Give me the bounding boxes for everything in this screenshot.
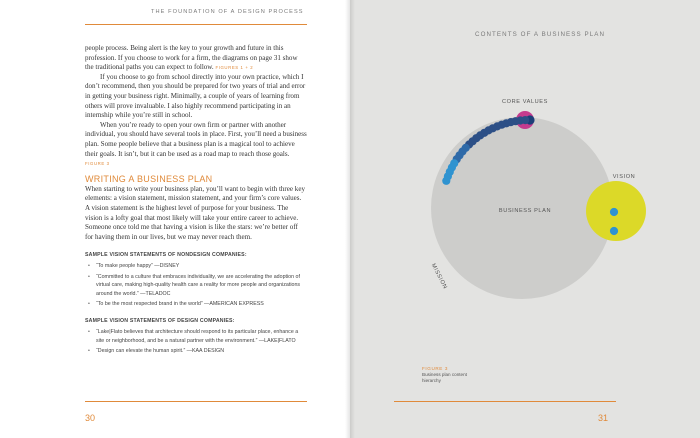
nondesign-quote-teladoc: • “Committed to a culture that embraces individuality, we are accelerating the adoption of virtual care, making high-quality health care a reality for more people and organizations around the world.” —TELADOC bbox=[85, 273, 307, 298]
section-heading: WRITING A BUSINESS PLAN bbox=[85, 173, 213, 184]
figures-1-2-ref: FIGURES 1 + 2 bbox=[215, 65, 254, 71]
book-gutter bbox=[345, 0, 355, 438]
business-plan-label: BUSINESS PLAN bbox=[498, 208, 552, 214]
core-values-label: CORE VALUES bbox=[502, 99, 548, 105]
paragraph-1-text: people process. Being alert is the key to your growth and future in this profession. If you choose to work for a firm, the diagrams on page 31 show the traditional paths you can expect to follow. bbox=[85, 44, 298, 72]
design-heading: SAMPLE VISION STATEMENTS OF DESIGN COMPANIES: bbox=[85, 318, 235, 325]
figure-3-ref: FIGURE 3 bbox=[85, 161, 110, 167]
right-page-number: 31 bbox=[598, 413, 609, 423]
vision-dot bbox=[610, 227, 618, 235]
figure-label: FIGURE 3 bbox=[422, 366, 448, 371]
paragraph-4: When starting to write your business plan, you’ll want to begin with three key elements: a vision statement, mission statement, and your firm’s core values. A vision statement is the highest level of purpose for your business. The vision is a lofty goal that most likely will take your entire career to achieve. Someone once told me that having a vision is like the stars: we’re better off for having them in our lives, but we may never reach them. bbox=[85, 184, 305, 241]
design-quote-kaa: • “Design can elevate the human spirit.” —KAA DESIGN bbox=[85, 347, 307, 355]
nondesign-quote-amex: • “To be the most respected brand in the world” —AMERICAN EXPRESS bbox=[85, 300, 307, 308]
nondesign-heading: SAMPLE VISION STATEMENTS OF NONDESIGN COMPANIES: bbox=[85, 252, 247, 259]
right-page bbox=[350, 0, 700, 438]
left-running-head: THE FOUNDATION OF A DESIGN PROCESS bbox=[151, 9, 304, 15]
left-page-number: 30 bbox=[85, 413, 96, 423]
paragraph-1 bbox=[85, 44, 307, 73]
paragraph-3-text: When you’re ready to open your own firm or partner with another individual, you should have several tools in place. First, you’ll need a business plan. Some people believe that a business plan is a magical tool to achieve their goals. It isn’t, but it can be used as a road map to reach those goals. bbox=[85, 120, 307, 158]
left-folio-rule bbox=[85, 401, 307, 402]
figure-caption bbox=[422, 366, 467, 384]
left-head-rule bbox=[85, 24, 307, 25]
nondesign-quote-disney: • “To make people happy” —DISNEY bbox=[85, 262, 307, 270]
figure-caption-line-2: hierarchy bbox=[422, 378, 441, 383]
hierarchy-dot bbox=[442, 177, 450, 185]
right-running-head: CONTENTS OF A BUSINESS PLAN bbox=[475, 31, 606, 38]
vision-dot bbox=[610, 208, 618, 216]
business-plan-diagram bbox=[350, 0, 700, 438]
figure-caption-line-1: Business plan content bbox=[422, 372, 467, 377]
right-folio-rule bbox=[394, 401, 616, 402]
mission-label: MISSION bbox=[429, 262, 448, 291]
paragraph-3 bbox=[85, 121, 307, 169]
paragraph-2: If you choose to go from school directly into your own practice, which I don’t recommend, then you should be prepared for two years of trial and error in getting your business right. Minimally, a couple of years of learning from others will prove invaluable. I also highly recommend participating in an internship while you’re still in school. bbox=[85, 72, 306, 120]
design-quote-lakeflato: • “Lake|Flato believes that architecture should respond to its particular place, enhance a site or neighborhood, and be a natural partner with the environment.” —LAKE|FLATO bbox=[85, 328, 307, 345]
vision-label: VISION bbox=[612, 174, 636, 180]
left-text-column bbox=[85, 44, 307, 358]
